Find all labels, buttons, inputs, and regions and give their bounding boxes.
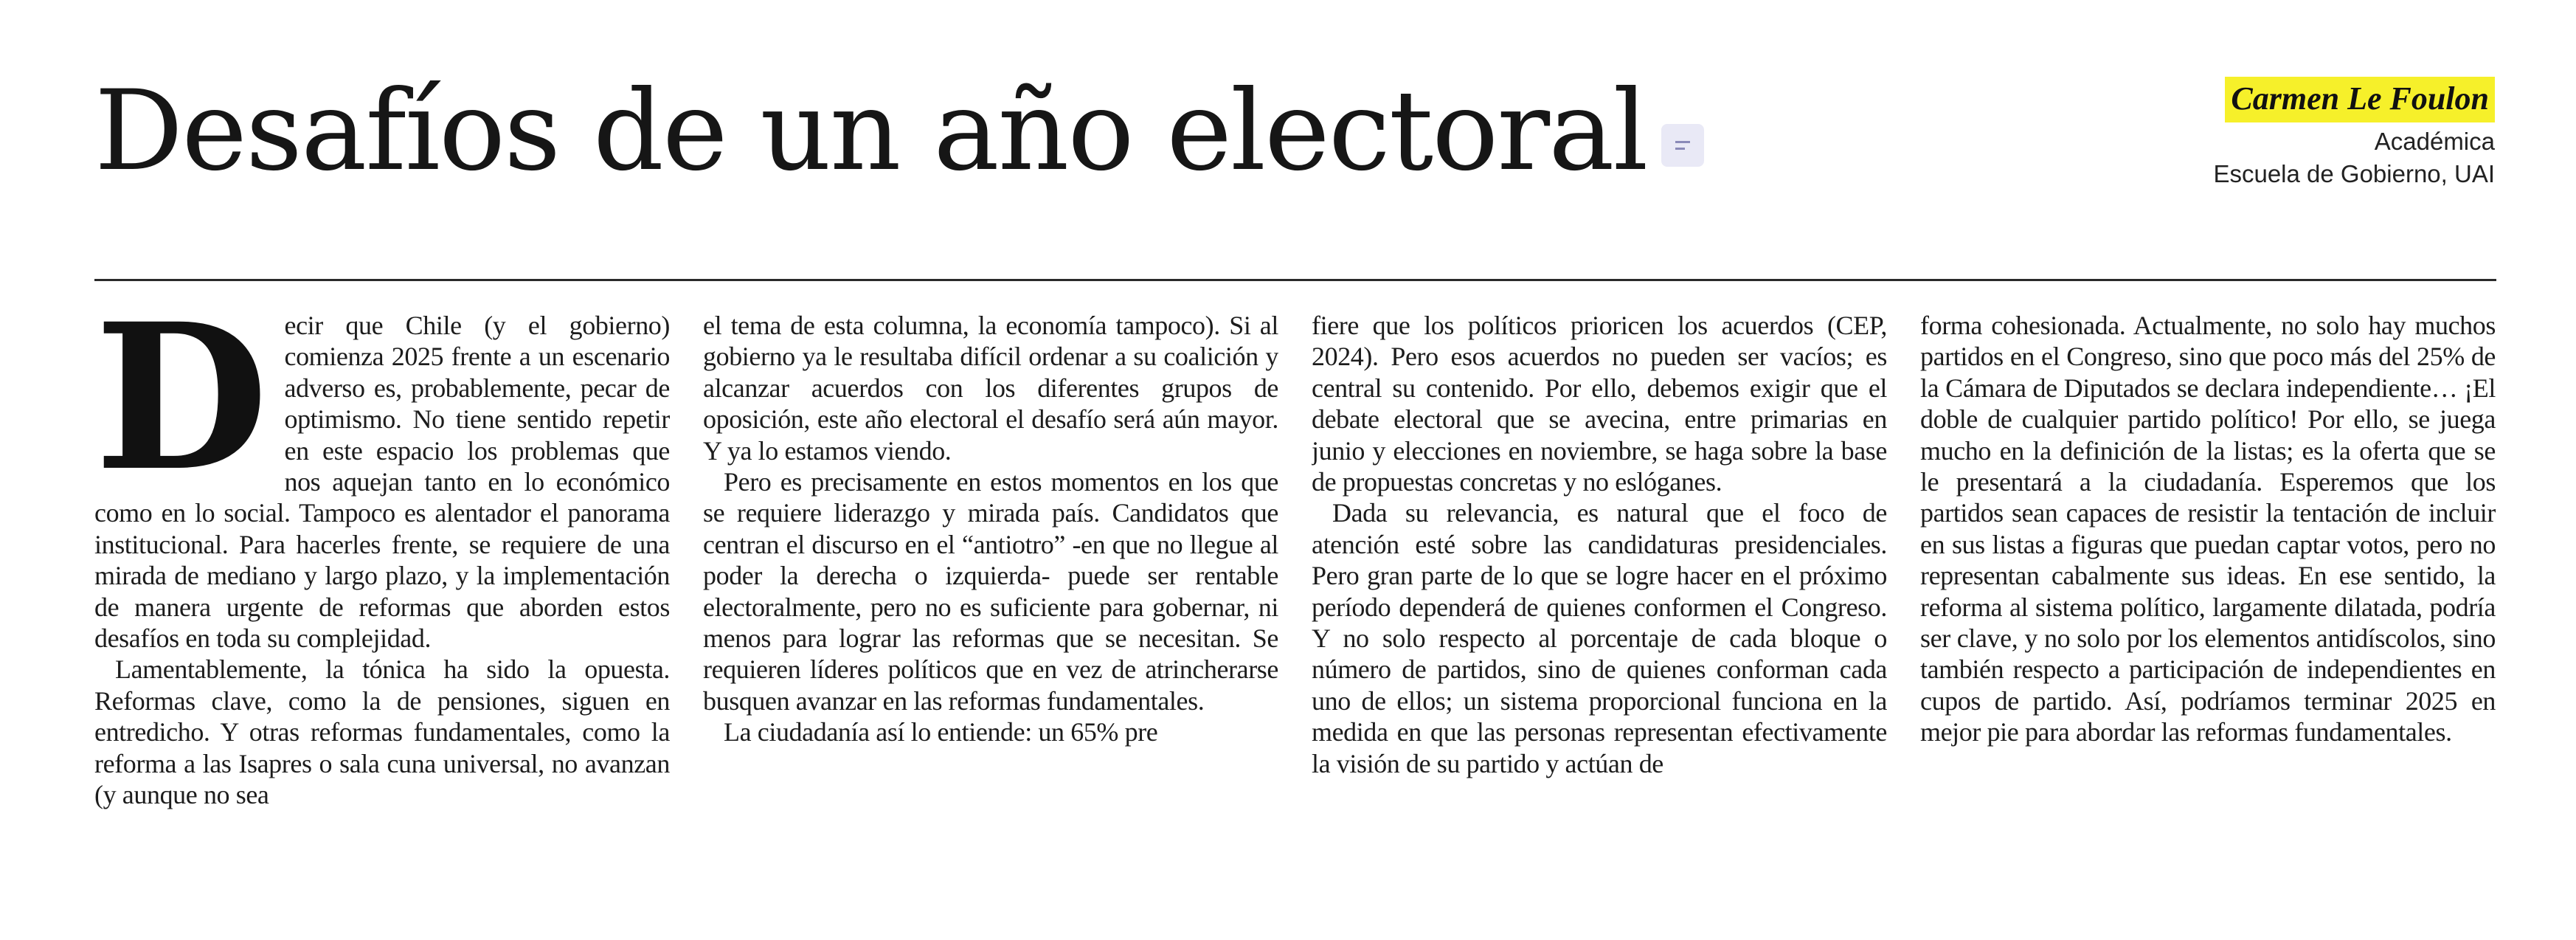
paragraph (94, 310, 670, 654)
author-name: Carmen Le Foulon (2225, 77, 2495, 122)
note-icon[interactable] (1661, 124, 1704, 167)
text-column-3 (1312, 310, 1887, 940)
paragraph: fiere que los políticos prioricen los acuerdos (CEP, 2024). Pero esos acuerdos no pueden ser vacíos; es central su contenido. Por ello, debemos exigir que el debate electoral que se avecina, entre primarias en junio y elecciones en noviembre, se haga sobre la base de propuestas concretas y no eslóganes. (1312, 311, 1887, 497)
article-body (94, 310, 2496, 940)
text-column-1 (94, 310, 670, 940)
paragraph: Pero es precisamente en estos momentos en los que se requiere liderazgo y mirada país. Candidatos que centran el discurso en el “antiotro” -en que no llegue al poder la derecha o izquierda- puede ser rentable electoralmente, pero no es suficiente para gobernar, ni menos para lograr las reformas que se necesitan. Se requieren líderes políticos que en vez de atrincherarse busquen avanzar en las reformas fundamentales. (703, 467, 1278, 716)
header-divider (94, 279, 2496, 281)
byline (2213, 77, 2495, 190)
paragraph: el tema de esta columna, la economía tampoco). Si al gobierno ya le resultaba difícil ordenar a su coalición y alcanzar acuerdos con los diferentes grupos de oposición, este año electoral el desafío será aún mayor. Y ya lo estamos viendo. (703, 311, 1278, 466)
drop-cap: D (94, 310, 269, 516)
paragraph-text: ecir que Chile (y el gobierno) comienza 2025 frente a un escenario adverso es, probablemente, pecar de optimismo. No tiene sentido repetir en este espacio los problemas que nos aquejan tanto en lo económico como en lo social. Tampoco es alentador el panorama institucional. Para hacerles frente, se requiere de una mirada de mediano y largo plazo, y la implementación de manera urgente de reformas que aborden estos desafíos en toda su complejidad. (94, 311, 670, 654)
paragraph: La ciudadanía así lo entiende: un 65% pre (724, 717, 1158, 747)
author-role: Académica (2374, 128, 2495, 155)
paragraph: forma cohesionada. Actualmente, no solo hay muchos partidos en el Congreso, sino que poco más del 25% de la Cámara de Diputados se declara independiente… ¡El doble de cualquier partido político! Por ello, se juega mucho en la definición de la listas; es la oferta que se le presentará a la ciudadanía. Esperemos que los partidos sean capaces de resistir la tentación de incluir en sus listas a figuras que puedan captar votos, pero no representan cabalmente sus ideas. En ese sentido, la reforma al sistema político, largamente dilatada, podría ser clave, y no solo por los elementos antidíscolos, sino también respecto a participación de independientes en cupos de partido. Así, podríamos terminar 2025 en mejor pie para abordar las reformas fundamentales. (1920, 311, 2496, 747)
paragraph: Lamentablemente, la tónica ha sido la opuesta. Reformas clave, como la de pensiones, siguen en entredicho. Y otras reformas fundamentales, como la reforma a las Isapres o sala cuna universal, no avanzan (y aunque no sea (94, 654, 670, 810)
note-icon-lines (1675, 139, 1690, 152)
article-title: Desafíos de un año electoral (94, 67, 1647, 196)
text-column-2 (703, 310, 1278, 940)
text-column-4 (1920, 310, 2496, 940)
paragraph: Dada su relevancia, es natural que el foco de atención esté sobre las candidaturas presidenciales. Pero gran parte de lo que se logre hacer en el próximo período dependerá de quienes conformen el Congreso. Y no solo respecto al porcentaje de cada bloque o número de partidos, sino de quienes conforman cada uno de ellos; un sistema proporcional funciona en la medida en que las personas representan efectivamente la visión de su partido y actúan de (1312, 498, 1887, 778)
author-organization: Escuela de Gobierno, UAI (2213, 160, 2495, 187)
